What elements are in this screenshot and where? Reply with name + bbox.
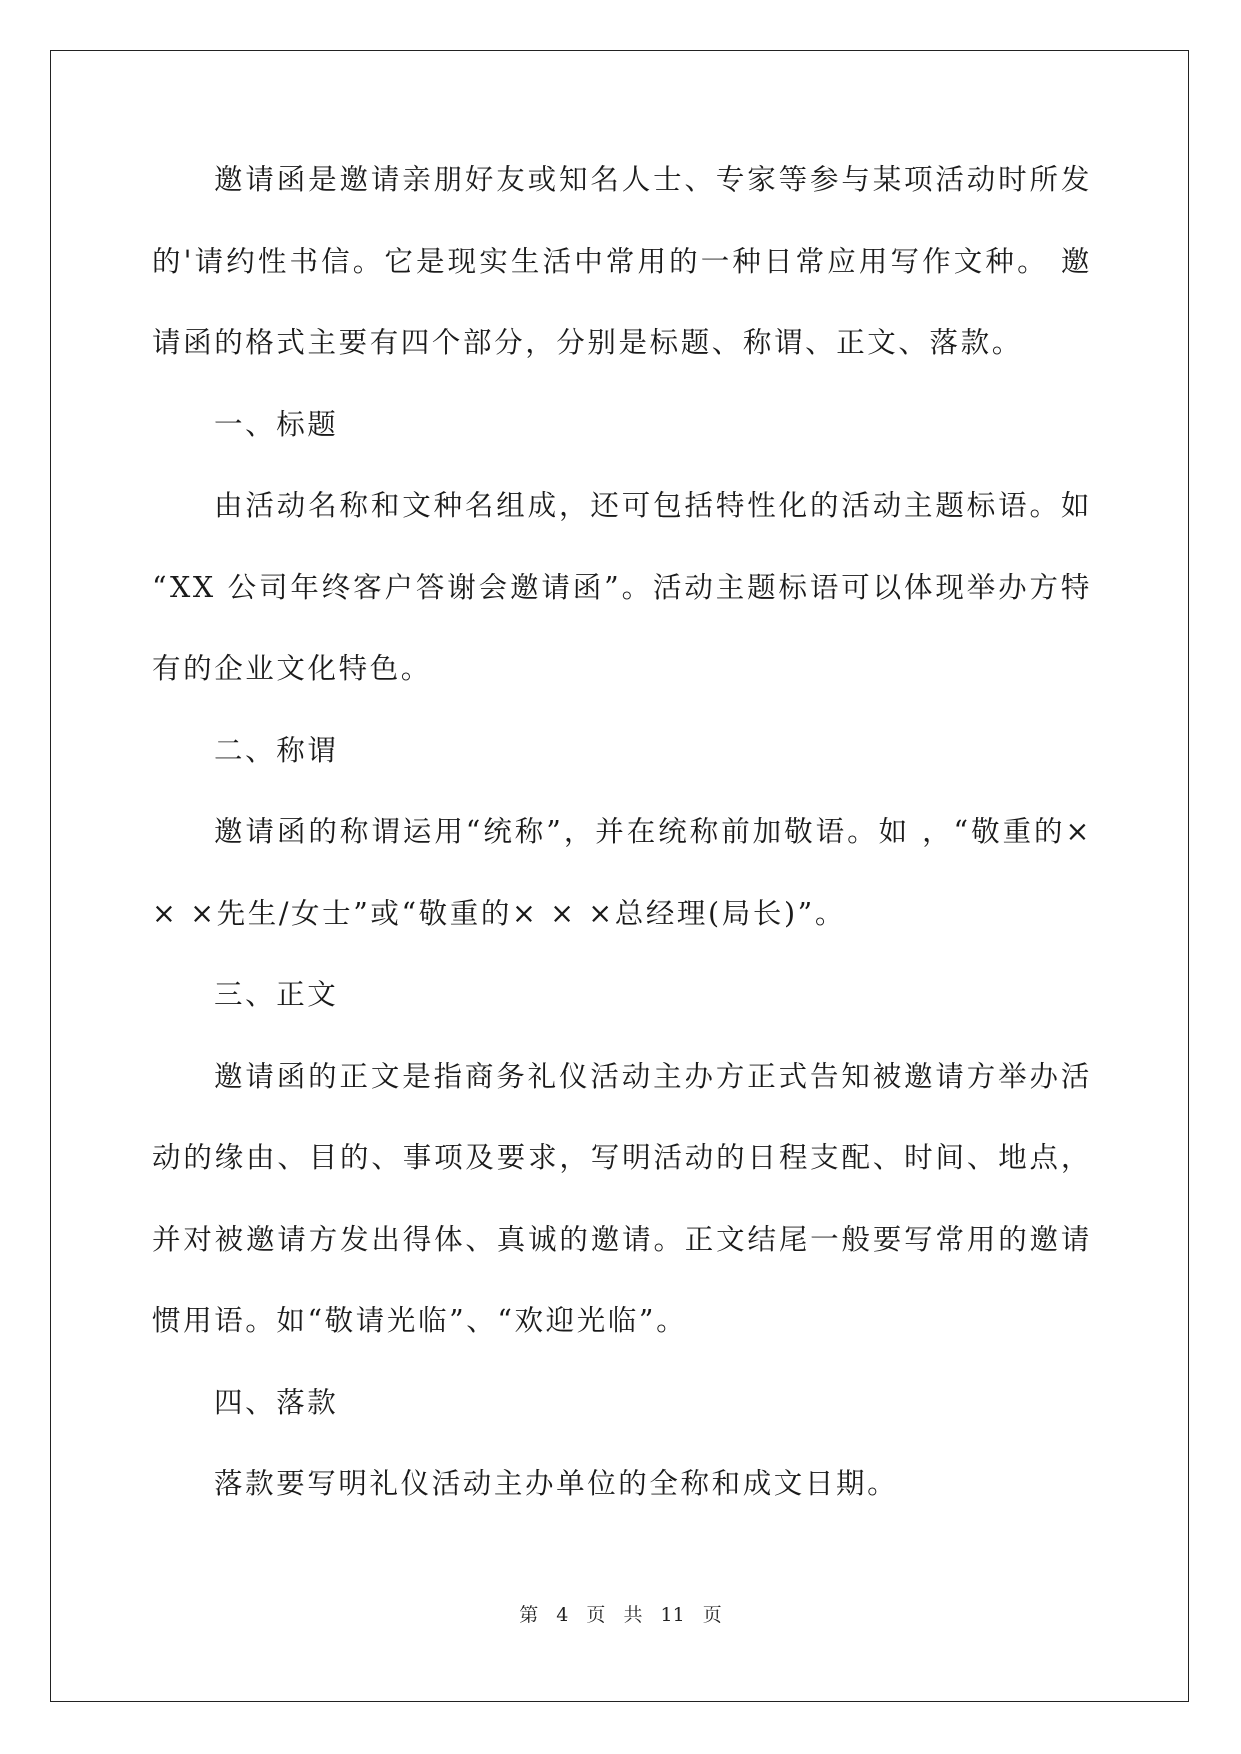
paragraph-intro-line-2: 的'请约性书信。它是现实生活中常用的一种日常应用写作文种。 邀 [152, 244, 1092, 278]
section-heading-body: 三、正文 [214, 978, 339, 1011]
paragraph-title-line-2: “XX 公司年终客户答谢会邀请函”。活动主题标语可以体现举办方特 [152, 570, 1092, 604]
paragraph-title-line-3: 有的企业文化特色。 [152, 652, 432, 685]
paragraph-intro-line-1: 邀请函是邀请亲朋好友或知名人士、专家等参与某项活动时所发 [214, 163, 1092, 196]
paragraph-intro-line-3: 请函的格式主要有四个部分，分别是标题、称谓、正文、落款。 [152, 326, 1023, 359]
document-body [152, 160, 1092, 1546]
paragraph-body-line-3: 并对被邀请方发出得体、真诚的邀请。正文结尾一般要写常用的邀请 [152, 1222, 1092, 1256]
paragraph-body-line-4: 惯用语。如“敬请光临”、“欢迎光临”。 [152, 1304, 688, 1337]
section-heading-salutation: 二、称谓 [214, 733, 339, 767]
paragraph-salutation-line-2: × ×先生/女士”或“敬重的× × ×总经理(局长)”。 [152, 896, 846, 930]
paragraph-title-line-1: 由活动名称和文种名组成，还可包括特性化的活动主题标语。如 [214, 489, 1092, 522]
section-heading-title: 一、标题 [214, 407, 339, 441]
paragraph-salutation-line-1: 邀请函的称谓运用“统称”，并在统称前加敬语。如 ，“敬重的× [214, 815, 1092, 848]
paragraph-body-line-1: 邀请函的正文是指商务礼仪活动主办方正式告知被邀请方举办活 [214, 1059, 1092, 1093]
paragraph-signature-line-1: 落款要写明礼仪活动主办单位的全称和成文日期。 [214, 1467, 899, 1500]
page-number-footer: 第 4 页 共 11 页 [519, 1604, 722, 1626]
paragraph-body-line-2: 动的缘由、目的、事项及要求，写明活动的日程支配、时间、地点， [152, 1141, 1092, 1174]
section-heading-signature: 四、落款 [214, 1385, 339, 1419]
